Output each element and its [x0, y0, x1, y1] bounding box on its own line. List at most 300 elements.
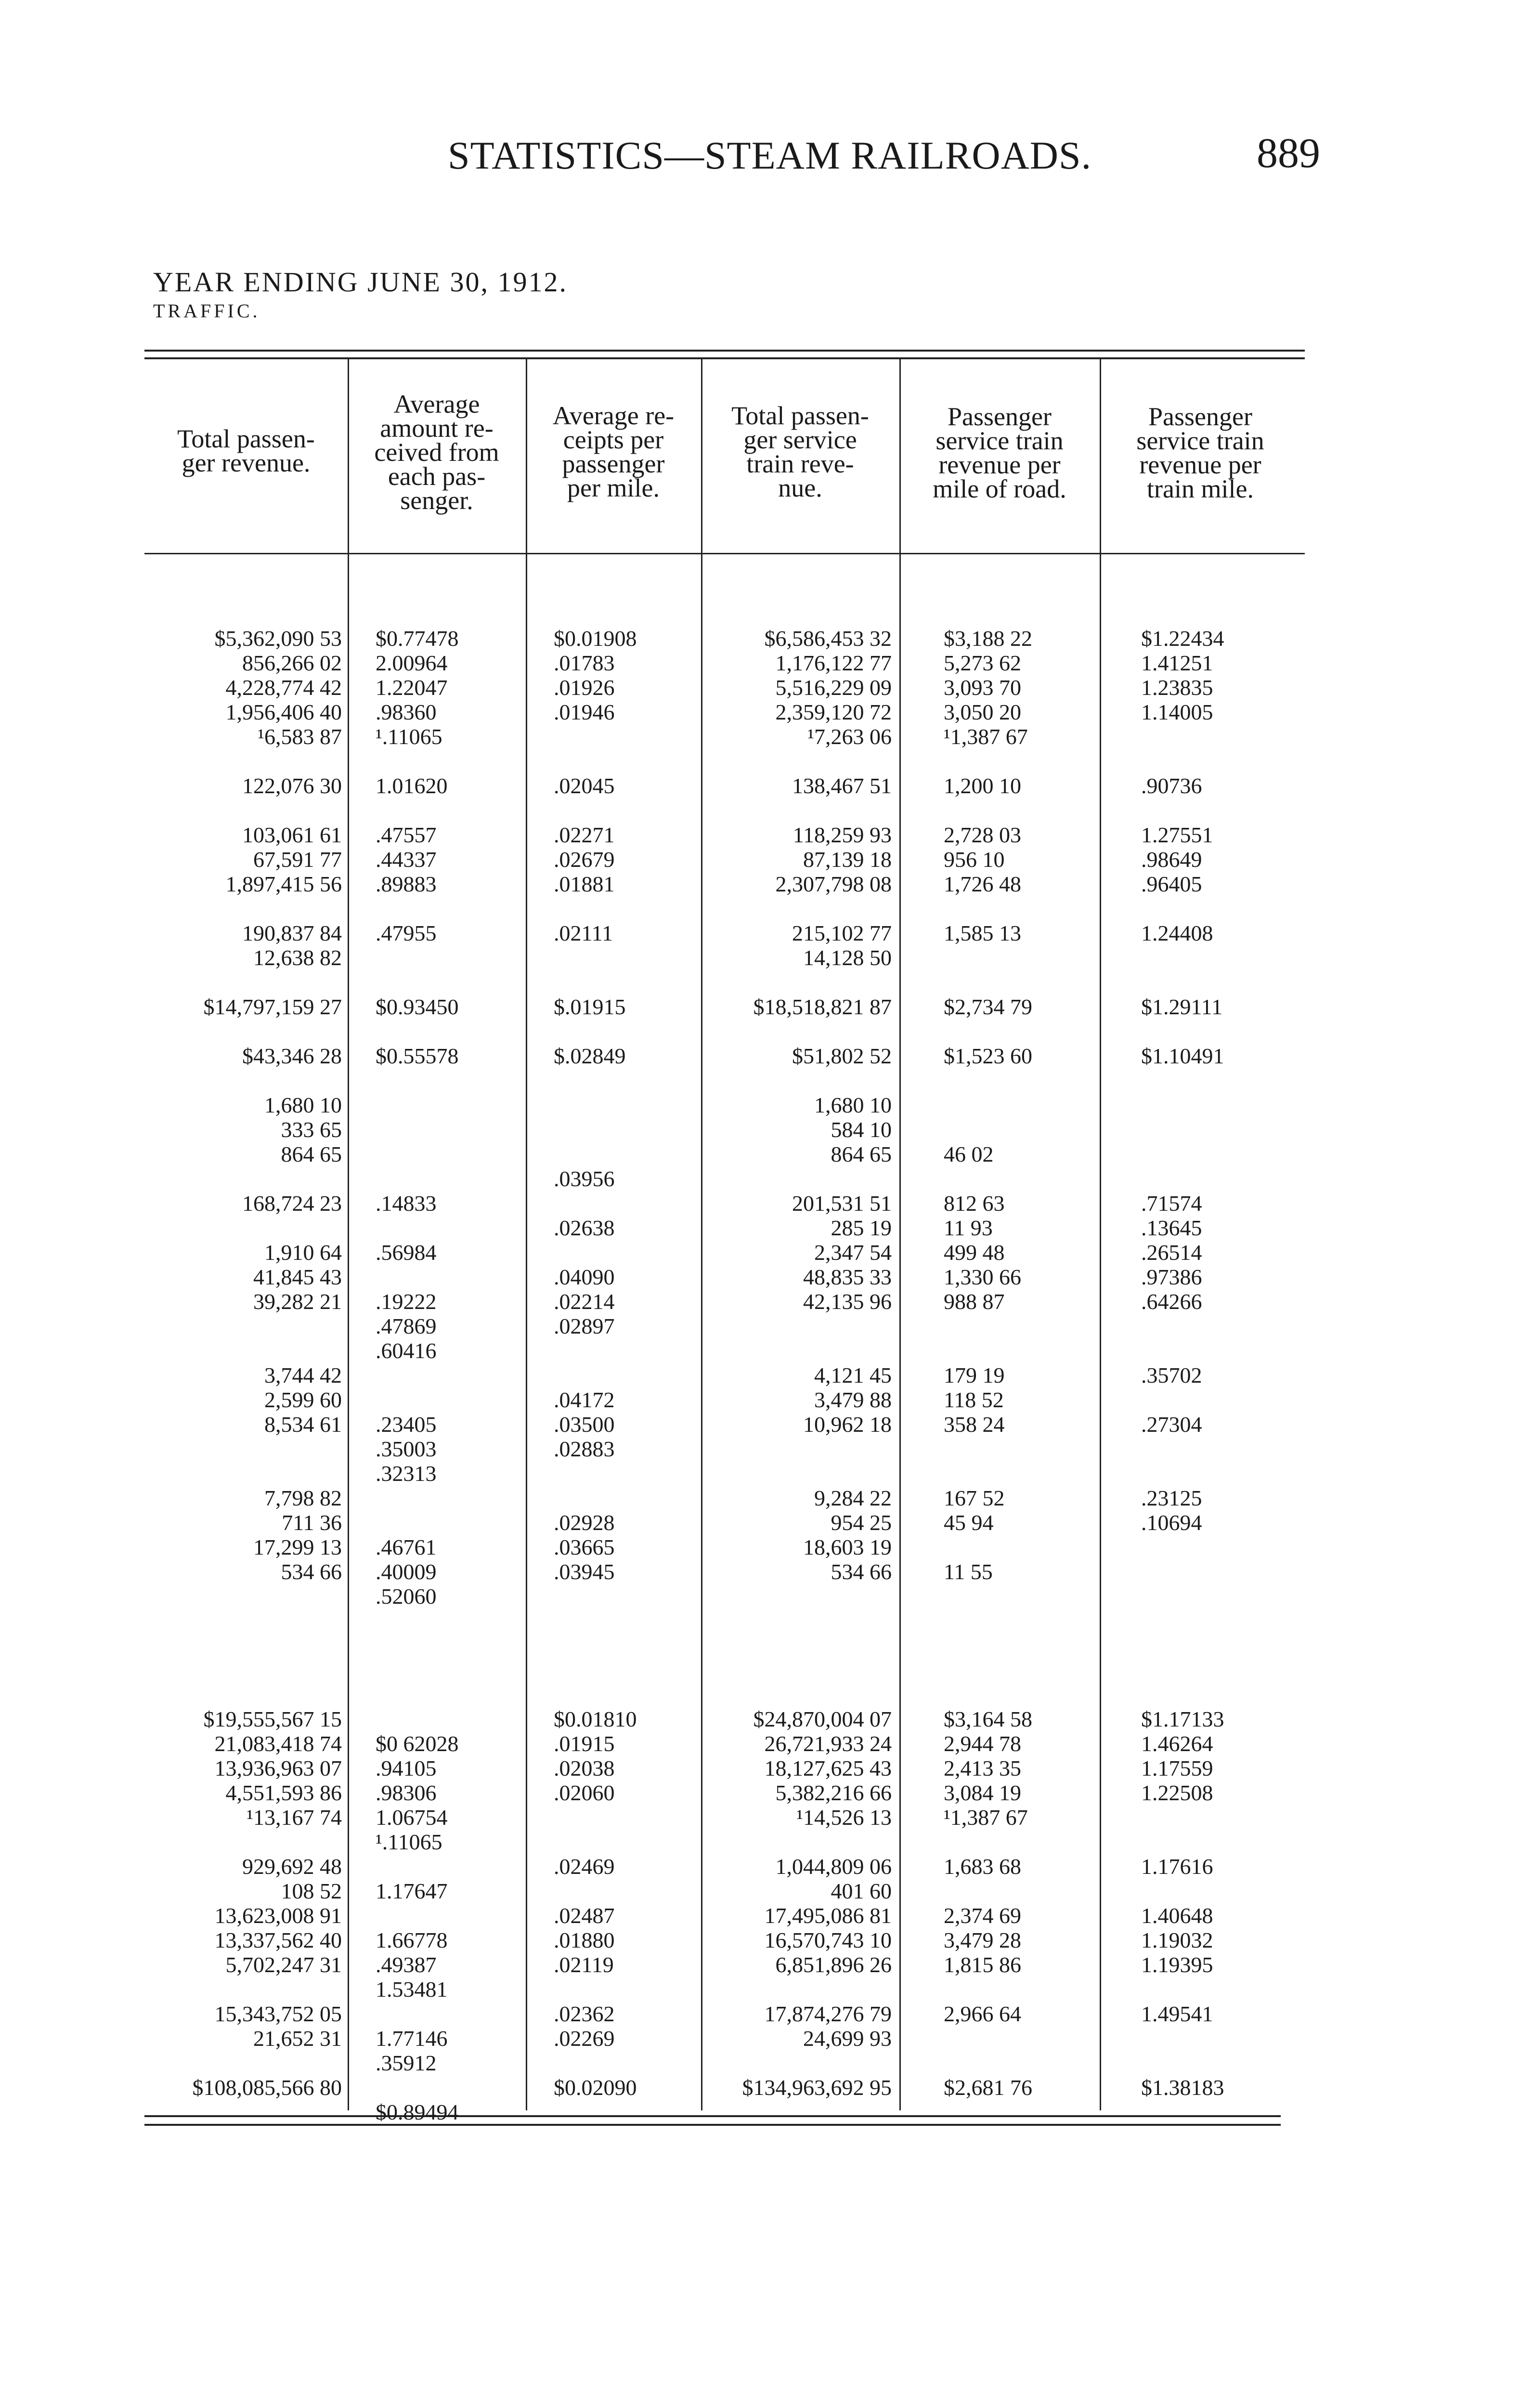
table-cell: 1,044,809 06 — [775, 1854, 892, 1879]
table-cell — [144, 1338, 342, 1363]
table-cell: 6,851,896 26 — [775, 1952, 892, 1977]
table-cell: .64266 — [1141, 1289, 1202, 1314]
table-cell: $108,085,566 80 — [192, 2075, 342, 2100]
table-cell — [554, 896, 693, 921]
table-cell: 1,200 10 — [944, 773, 1021, 798]
table-cell: 929,692 48 — [242, 1854, 342, 1879]
table-cell: 103,061 61 — [242, 823, 342, 847]
table-cell: .01946 — [554, 700, 615, 724]
table-cell — [144, 896, 342, 921]
table-cell: .02897 — [554, 1314, 615, 1338]
table-cell: .01881 — [554, 872, 615, 896]
table-cell: 499 48 — [944, 1240, 1005, 1265]
table-cell: 24,699 93 — [803, 2026, 892, 2051]
table-cell — [144, 1682, 342, 1707]
table-cell — [1141, 945, 1286, 970]
table-cell — [554, 1142, 693, 1166]
table-cell — [1141, 1879, 1286, 1903]
column-revenue-per-train-mile — [1141, 626, 1286, 2100]
table-cell — [554, 1805, 693, 1830]
table-cell — [944, 2051, 1088, 2075]
table-cell — [1141, 970, 1286, 995]
table-cell: 3,093 70 — [944, 675, 1021, 700]
table-cell: 2,599 60 — [264, 1387, 342, 1412]
table-cell: .98306 — [376, 1780, 437, 1805]
table-cell — [1141, 1166, 1286, 1191]
table-cell — [944, 1093, 1088, 1117]
table-cell: $1.10491 — [1141, 1044, 1224, 1068]
table-cell: 46 02 — [944, 1142, 994, 1166]
table-cell: 5,702,247 31 — [225, 1952, 342, 1977]
table-cell — [376, 1510, 520, 1535]
table-cell: 1,176,122 77 — [775, 651, 892, 675]
table-cell: 1.06754 — [376, 1805, 448, 1830]
table-cell: 21,652 31 — [253, 2026, 342, 2051]
table-cell — [144, 2051, 342, 2075]
table-cell: .90736 — [1141, 773, 1202, 798]
table-cell — [1141, 1019, 1286, 1044]
table-cell: ¹.11065 — [376, 1830, 442, 1854]
table-cell — [376, 1609, 520, 1633]
table-cell — [554, 1068, 693, 1093]
table-cell: .03500 — [554, 1412, 615, 1437]
table-cell — [704, 749, 892, 773]
table-cell: 48,835 33 — [803, 1265, 892, 1289]
table-cell: 1,956,406 40 — [225, 700, 342, 724]
table-cell: .02111 — [554, 921, 613, 945]
table-cell — [144, 749, 342, 773]
table-cell: $1.38183 — [1141, 2075, 1224, 2100]
table-cell: ¹1,387 67 — [944, 1805, 1028, 1830]
table-cell: .35702 — [1141, 1363, 1202, 1387]
table-cell: 2.00964 — [376, 651, 448, 675]
table-cell: .02638 — [554, 1216, 615, 1240]
table-cell — [1141, 1830, 1286, 1854]
bottom-rule-2 — [144, 2124, 1281, 2126]
table-cell — [704, 1658, 892, 1682]
table-cell — [704, 1068, 892, 1093]
table-cell — [376, 1633, 520, 1658]
table-cell: 8,534 61 — [264, 1412, 342, 1437]
table-cell — [554, 798, 693, 823]
table-cell: $1,523 60 — [944, 1044, 1032, 1068]
table-cell: $0 62028 — [376, 1731, 459, 1756]
table-cell — [1141, 1682, 1286, 1707]
table-cell: 1.77146 — [376, 2026, 448, 2051]
table-cell: 1.27551 — [1141, 823, 1213, 847]
table-cell: 179 19 — [944, 1363, 1005, 1387]
table-cell — [1141, 1977, 1286, 2002]
table-cell: .89883 — [376, 872, 437, 896]
table-cell — [376, 1363, 520, 1387]
table-cell — [704, 1461, 892, 1486]
table-cell: $1.17133 — [1141, 1707, 1224, 1731]
table-cell: $43,346 28 — [242, 1044, 342, 1068]
table-cell — [554, 1363, 693, 1387]
table-cell: 201,531 51 — [792, 1191, 892, 1216]
table-cell — [704, 1338, 892, 1363]
table-cell: .98649 — [1141, 847, 1202, 872]
table-cell: .03945 — [554, 1559, 615, 1584]
table-cell: 7,798 82 — [264, 1486, 342, 1510]
table-cell — [944, 1117, 1088, 1142]
table-cell: 285 19 — [831, 1216, 892, 1240]
table-cell — [1141, 1117, 1286, 1142]
table-cell: $0.77478 — [376, 626, 459, 651]
table-cell — [554, 1019, 693, 1044]
table-cell: .01880 — [554, 1928, 615, 1952]
table-cell: 108 52 — [281, 1879, 342, 1903]
table-cell — [1141, 1314, 1286, 1338]
table-cell — [944, 970, 1088, 995]
table-cell: 12,638 82 — [253, 945, 342, 970]
table-cell — [704, 1437, 892, 1461]
table-cell — [554, 945, 693, 970]
table-cell: .02119 — [554, 1952, 614, 1977]
header-bottom-rule — [144, 553, 1305, 554]
table-cell — [554, 1461, 693, 1486]
table-cell — [1141, 749, 1286, 773]
table-cell — [376, 798, 520, 823]
table-cell: 1,815 86 — [944, 1952, 1021, 1977]
table-cell — [1141, 1068, 1286, 1093]
table-cell: $.02849 — [554, 1044, 626, 1068]
column-average-amount-per-passenger — [376, 626, 520, 2124]
table-cell: .02928 — [554, 1510, 615, 1535]
table-cell — [554, 724, 693, 749]
table-cell: .02038 — [554, 1756, 615, 1780]
table-cell: .52060 — [376, 1584, 437, 1609]
table-cell — [376, 1019, 520, 1044]
table-cell: 42,135 96 — [803, 1289, 892, 1314]
header-total-passenger-revenue: Total passen- ger revenue. — [177, 424, 315, 477]
table-cell: 5,273 62 — [944, 651, 1021, 675]
table-cell: 1.24408 — [1141, 921, 1213, 945]
table-cell — [1141, 1535, 1286, 1559]
table-cell: .60416 — [376, 1338, 437, 1363]
table-cell: $1.22434 — [1141, 626, 1224, 651]
table-cell — [1141, 724, 1286, 749]
table-cell: 812 63 — [944, 1191, 1005, 1216]
table-cell — [376, 1658, 520, 1682]
table-cell — [944, 1166, 1088, 1191]
table-cell: 1.22508 — [1141, 1780, 1213, 1805]
table-cell: .27304 — [1141, 1412, 1202, 1437]
page-number: 889 — [1257, 130, 1320, 177]
table-cell: .02883 — [554, 1437, 615, 1461]
table-cell: $2,681 76 — [944, 2075, 1032, 2100]
table-cell: .01783 — [554, 651, 615, 675]
table-cell — [554, 970, 693, 995]
table-cell: 2,307,798 08 — [775, 872, 892, 896]
table-cell — [944, 1019, 1088, 1044]
column-rule-5 — [1100, 357, 1101, 2110]
table-cell — [554, 1977, 693, 2002]
table-cell — [554, 749, 693, 773]
table-cell: 67,591 77 — [253, 847, 342, 872]
table-cell — [944, 1584, 1088, 1609]
table-cell — [554, 1191, 693, 1216]
table-cell: .02060 — [554, 1780, 615, 1805]
table-cell: 17,299 13 — [253, 1535, 342, 1559]
table-cell — [944, 1338, 1088, 1363]
table-cell: 2,944 78 — [944, 1731, 1021, 1756]
table-cell — [144, 970, 342, 995]
table-cell — [704, 1584, 892, 1609]
table-cell — [554, 1338, 693, 1363]
table-cell: 21,083,418 74 — [214, 1731, 342, 1756]
table-cell: .94105 — [376, 1756, 437, 1780]
table-cell — [554, 1830, 693, 1854]
table-top-rule — [144, 350, 1305, 352]
table-cell: 118,259 93 — [792, 823, 892, 847]
table-cell: 167 52 — [944, 1486, 1005, 1510]
table-cell: 864 65 — [831, 1142, 892, 1166]
table-cell: 584 10 — [831, 1117, 892, 1142]
table-cell: 4,551,593 86 — [225, 1780, 342, 1805]
table-cell — [554, 1584, 693, 1609]
table-cell — [944, 1658, 1088, 1682]
table-cell — [1141, 2026, 1286, 2051]
table-cell: .04172 — [554, 1387, 615, 1412]
table-cell: $3,164 58 — [944, 1707, 1032, 1731]
column-rule-1 — [348, 357, 349, 2110]
header-total-train-revenue: Total passen- ger service train reve- nue. — [731, 401, 869, 502]
table-cell — [376, 2002, 520, 2026]
column-average-receipts-per-mile — [554, 626, 693, 2100]
year-line: YEAR ENDING JUNE 30, 1912. — [153, 266, 568, 298]
table-cell — [1141, 1387, 1286, 1412]
table-cell — [376, 1142, 520, 1166]
table-cell — [1141, 1559, 1286, 1584]
table-cell: $.01915 — [554, 995, 626, 1019]
table-cell: .14833 — [376, 1191, 437, 1216]
table-cell — [376, 1486, 520, 1510]
table-cell — [944, 749, 1088, 773]
table-cell: .04090 — [554, 1265, 615, 1289]
table-cell: .47955 — [376, 921, 437, 945]
table-cell: 13,623,008 91 — [214, 1903, 342, 1928]
table-cell: 41,845 43 — [253, 1265, 342, 1289]
table-cell: .47869 — [376, 1314, 437, 1338]
table-cell — [376, 945, 520, 970]
table-cell: 2,359,120 72 — [775, 700, 892, 724]
table-cell — [144, 798, 342, 823]
table-cell: .02362 — [554, 2002, 615, 2026]
table-cell: .01915 — [554, 1731, 615, 1756]
table-cell: .46761 — [376, 1535, 437, 1559]
table-cell: $0.02090 — [554, 2075, 637, 2100]
table-cell: 118 52 — [944, 1387, 1004, 1412]
table-cell — [376, 1682, 520, 1707]
table-cell — [704, 1977, 892, 2002]
column-total-passenger-revenue — [144, 626, 342, 2100]
table-cell: .96405 — [1141, 872, 1202, 896]
table-cell: 956 10 — [944, 847, 1005, 872]
table-cell — [144, 1609, 342, 1633]
table-cell: $6,586,453 32 — [764, 626, 892, 651]
table-cell: .02487 — [554, 1903, 615, 1928]
table-cell — [944, 1879, 1088, 1903]
table-cell — [554, 1240, 693, 1265]
table-cell: 1.41251 — [1141, 651, 1213, 675]
table-cell — [144, 1166, 342, 1191]
table-cell — [944, 1633, 1088, 1658]
table-cell: $18,518,821 87 — [753, 995, 892, 1019]
column-rule-2 — [526, 357, 527, 2110]
table-cell — [704, 970, 892, 995]
table-cell — [554, 1879, 693, 1903]
table-cell — [704, 1609, 892, 1633]
table-cell — [376, 1265, 520, 1289]
table-cell: $14,797,159 27 — [203, 995, 342, 1019]
table-cell: $0.01810 — [554, 1707, 637, 1731]
table-cell — [144, 1658, 342, 1682]
table-cell — [944, 1682, 1088, 1707]
table-cell: 122,076 30 — [242, 773, 342, 798]
table-cell — [144, 1019, 342, 1044]
table-cell — [376, 896, 520, 921]
column-rule-4 — [899, 357, 901, 2110]
table-cell: $0.93450 — [376, 995, 459, 1019]
table-cell: 1.17616 — [1141, 1854, 1213, 1879]
table-cell — [1141, 1805, 1286, 1830]
table-cell — [376, 1068, 520, 1093]
table-cell: 954 25 — [831, 1510, 892, 1535]
table-cell — [704, 1166, 892, 1191]
table-cell: 3,084 19 — [944, 1780, 1021, 1805]
table-cell — [376, 1166, 520, 1191]
table-cell: .02214 — [554, 1289, 615, 1314]
table-cell: 1.19395 — [1141, 1952, 1213, 1977]
table-cell: .01926 — [554, 675, 615, 700]
table-cell: 18,127,625 43 — [764, 1756, 892, 1780]
table-cell: 2,413 35 — [944, 1756, 1021, 1780]
table-cell: 1,910 64 — [264, 1240, 342, 1265]
table-cell: 10,962 18 — [803, 1412, 892, 1437]
table-cell — [944, 2026, 1088, 2051]
table-cell: 4,121 45 — [814, 1363, 892, 1387]
table-cell — [376, 1854, 520, 1879]
table-cell: 215,102 77 — [792, 921, 892, 945]
table-cell — [144, 1584, 342, 1609]
table-cell — [144, 1461, 342, 1486]
table-cell — [554, 1658, 693, 1682]
table-cell — [704, 2051, 892, 2075]
table-cell: .97386 — [1141, 1265, 1202, 1289]
table-cell: 1,897,415 56 — [225, 872, 342, 896]
table-cell — [1141, 1584, 1286, 1609]
table-cell: 988 87 — [944, 1289, 1005, 1314]
table-cell: 11 55 — [944, 1559, 993, 1584]
table-cell: $0.01908 — [554, 626, 637, 651]
table-cell: 2,374 69 — [944, 1903, 1021, 1928]
table-cell — [144, 1437, 342, 1461]
table-cell — [144, 1314, 342, 1338]
table-cell: 856,266 02 — [242, 651, 342, 675]
column-rule-3 — [701, 357, 702, 2110]
table-cell: 534 66 — [831, 1559, 892, 1584]
table-cell: 15,343,752 05 — [214, 2002, 342, 2026]
table-cell: $2,734 79 — [944, 995, 1032, 1019]
table-cell: .26514 — [1141, 1240, 1202, 1265]
table-cell: 3,479 28 — [944, 1928, 1021, 1952]
table-cell: ¹14,526 13 — [796, 1805, 892, 1830]
table-cell: $24,870,004 07 — [753, 1707, 892, 1731]
table-cell: 2,966 64 — [944, 2002, 1021, 2026]
table-cell: 1.46264 — [1141, 1731, 1213, 1756]
table-cell — [554, 1633, 693, 1658]
table-cell: 9,284 22 — [814, 1486, 892, 1510]
table-cell: .40009 — [376, 1559, 437, 1584]
table-top-rule-2 — [144, 357, 1305, 359]
table-cell: 11 93 — [944, 1216, 993, 1240]
table-cell: 13,936,963 07 — [214, 1756, 342, 1780]
table-cell — [944, 1830, 1088, 1854]
column-total-train-revenue — [704, 626, 892, 2100]
table-cell — [554, 1093, 693, 1117]
table-cell: 1,585 13 — [944, 921, 1021, 945]
table-cell: 534 66 — [281, 1559, 342, 1584]
table-cell: 358 24 — [944, 1412, 1005, 1437]
table-cell: $3,188 22 — [944, 626, 1032, 651]
table-cell: .13645 — [1141, 1216, 1202, 1240]
table-cell: 1.01620 — [376, 773, 448, 798]
table-cell — [1141, 896, 1286, 921]
table-cell: .35003 — [376, 1437, 437, 1461]
table-cell — [376, 1093, 520, 1117]
table-cell — [1141, 1609, 1286, 1633]
table-cell: 3,744 42 — [264, 1363, 342, 1387]
table-cell: 87,139 18 — [803, 847, 892, 872]
table-cell — [144, 1216, 342, 1240]
section-label: TRAFFIC. — [153, 300, 260, 322]
table-cell: 45 94 — [944, 1510, 994, 1535]
table-cell: 14,128 50 — [803, 945, 892, 970]
table-cell: .02271 — [554, 823, 615, 847]
table-cell: .19222 — [376, 1289, 437, 1314]
table-cell: ¹.11065 — [376, 724, 442, 749]
table-cell — [1141, 1338, 1286, 1363]
table-cell — [944, 1068, 1088, 1093]
table-cell: .71574 — [1141, 1191, 1202, 1216]
table-cell — [1141, 2051, 1286, 2075]
table-cell: ¹13,167 74 — [247, 1805, 342, 1830]
table-cell: .47557 — [376, 823, 437, 847]
table-cell: .02469 — [554, 1854, 615, 1879]
table-cell: 5,516,229 09 — [775, 675, 892, 700]
table-cell — [144, 1830, 342, 1854]
table-cell — [1141, 1093, 1286, 1117]
table-cell — [944, 1977, 1088, 2002]
table-cell — [704, 1314, 892, 1338]
table-cell: ¹7,263 06 — [807, 724, 892, 749]
column-revenue-per-mile-of-road — [944, 626, 1088, 2100]
table-cell: .32313 — [376, 1461, 437, 1486]
table-cell: $0.55578 — [376, 1044, 459, 1068]
header-revenue-per-train-mile: Passenger service train revenue per train mile. — [1136, 402, 1264, 503]
table-cell — [554, 1682, 693, 1707]
table-cell: ¹6,583 87 — [258, 724, 342, 749]
table-cell: 1.66778 — [376, 1928, 448, 1952]
table-cell — [704, 1019, 892, 1044]
table-cell — [944, 896, 1088, 921]
table-cell: 3,050 20 — [944, 700, 1021, 724]
table-cell: 17,495,086 81 — [764, 1903, 892, 1928]
table-cell — [376, 749, 520, 773]
table-cell: 138,467 51 — [792, 773, 892, 798]
bottom-rule — [144, 2115, 1281, 2117]
